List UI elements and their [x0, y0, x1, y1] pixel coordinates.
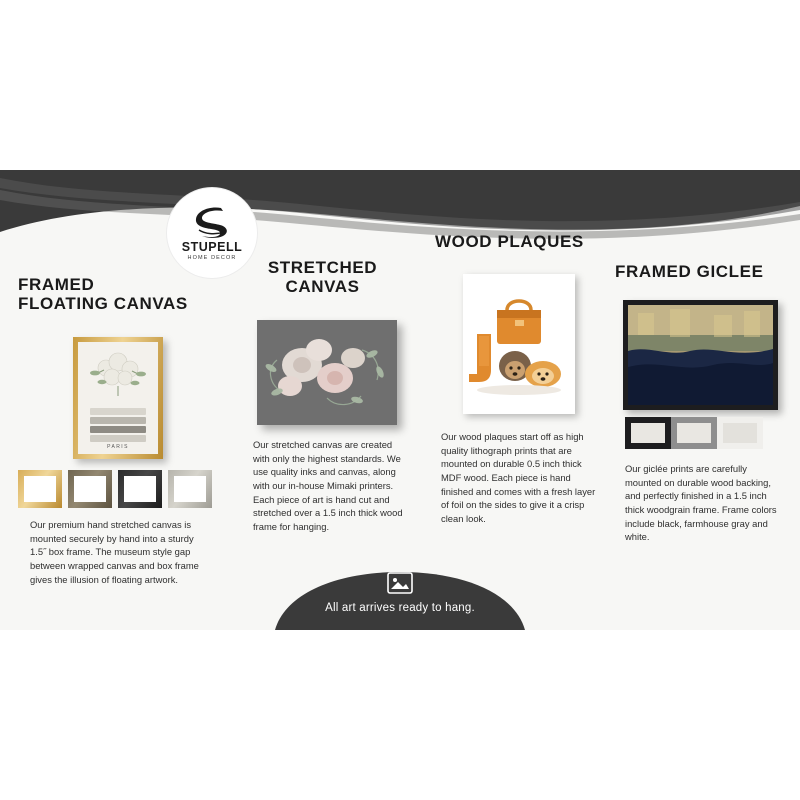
artwork-caption: PARIS: [107, 444, 129, 450]
bronze-frame-swatch: [68, 470, 112, 508]
blush-floral-illustration: [257, 320, 397, 425]
wave-banner-shape: [0, 170, 800, 260]
handbag-boots-dogs-illustration: [463, 274, 575, 414]
column-stretched-canvas: [235, 258, 410, 532]
column-framed-floating-canvas: [18, 275, 213, 585]
column-description: Our wood plaques start off as high quality lithograph prints that are mounted on durable 0.5 inch thick MDF wood. Each piece is hand finished and comes with a fresh layer of foil on the sides to give it a crisp clean look.: [441, 431, 596, 524]
column-description: Our giclée prints are carefully mounted on durable wood backing, and perfectly finished in a 1.5 inch thick woodgrain frame. Frame colors include black, farmhouse gray and white.: [625, 463, 777, 543]
wood-plaque-artwork: [463, 274, 575, 414]
ready-to-hang-text: All art arrives ready to hang.: [325, 602, 475, 614]
column-title: FRAMED GICLEE: [615, 262, 764, 281]
column-title-line1: FRAMED: [18, 275, 95, 294]
frame-finish-samples: [625, 417, 763, 449]
logo-tagline: HOME DECOR: [187, 255, 237, 261]
column-wood-plaques: [435, 232, 605, 524]
top-wave-banner: [0, 170, 800, 260]
column-framed-giclee: [615, 262, 790, 543]
frame-color-swatches: [18, 470, 212, 508]
black-frame-sample: [625, 417, 671, 449]
stretched-canvas-artwork: [257, 320, 397, 425]
gray-frame-sample: [671, 417, 717, 449]
column-title-line2: FLOATING CANVAS: [18, 294, 188, 314]
white-frame-sample: [717, 417, 763, 449]
column-title: [18, 275, 213, 313]
white-hydrangea-bouquet-icon: [88, 352, 148, 404]
column-description: Our premium hand stretched canvas is mounted securely by hand into a sturdy 1.5˝ box frame. The museum style gap between wrapped canvas and box frame gives the illusion of floating artwork.: [30, 519, 199, 585]
column-title: WOOD PLAQUES: [435, 232, 584, 251]
stacked-books-graphic: [90, 408, 146, 442]
abstract-navy-gold-illustration: [628, 305, 773, 405]
logo-wordmark: STUPELL: [181, 240, 243, 254]
framed-floating-canvas-artwork: [73, 337, 163, 459]
ready-to-hang-banner: [275, 570, 525, 630]
framed-giclee-artwork: [623, 300, 778, 410]
gold-frame-swatch: [18, 470, 62, 508]
column-description: Our stretched canvas are created with only the highest standards. We use quality inks and canvas, along with our in-house Mimaki printers. Each piece of art is hand cut and stretched over a 1.5 inch thick wood frame for hanging.: [253, 439, 403, 532]
silver-frame-swatch: [168, 470, 212, 508]
framed-picture-icon: [387, 572, 413, 594]
column-title-line2: CANVAS: [285, 277, 360, 297]
black-frame-swatch: [118, 470, 162, 508]
product-types-infographic: [0, 170, 800, 630]
swan-s-monogram-icon: [189, 205, 235, 239]
column-title: [235, 258, 410, 296]
column-title-line1: STRETCHED: [267, 258, 378, 277]
